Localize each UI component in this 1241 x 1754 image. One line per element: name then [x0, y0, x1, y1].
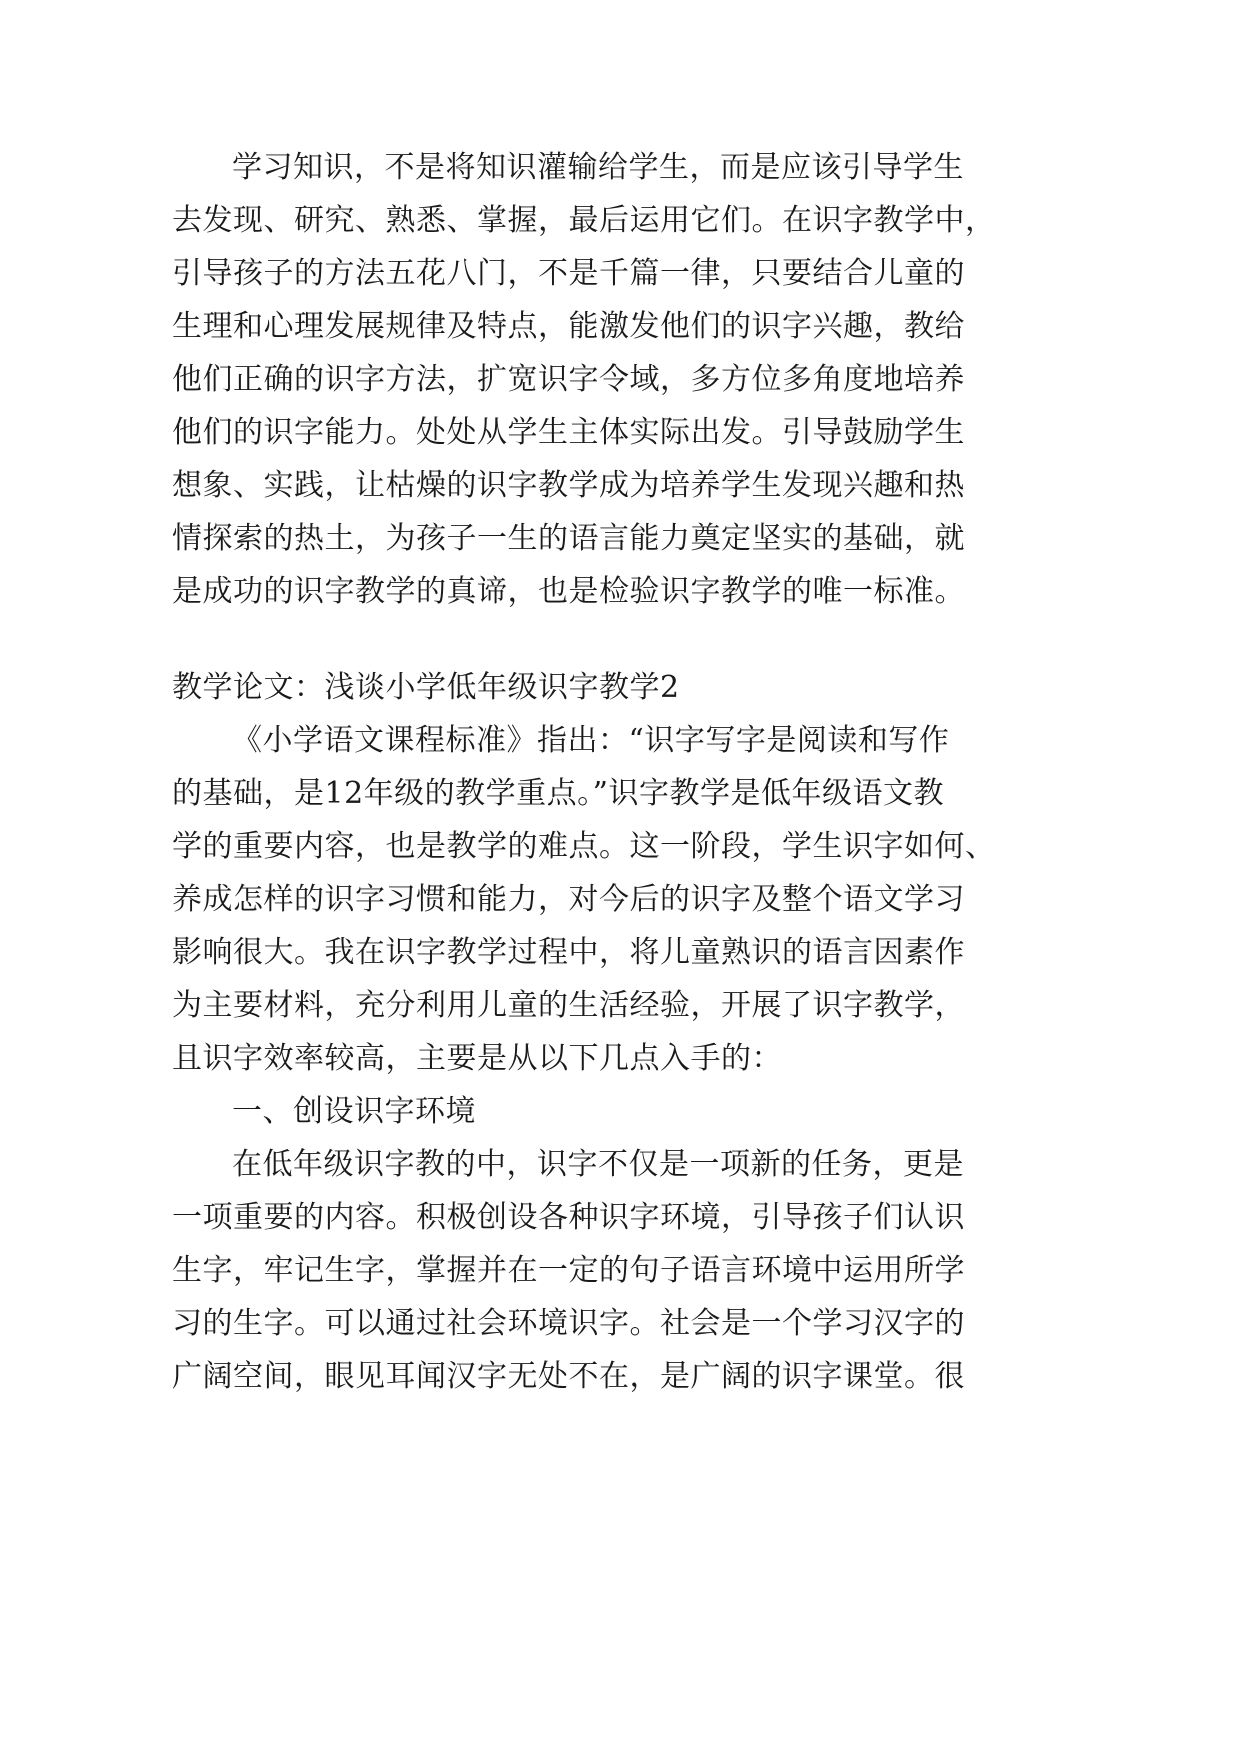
paragraph-2-line-6: 为主要材料，充分利用儿童的生活经验，开展了识字教学， [172, 988, 965, 1023]
paragraph-3-line-1: 在低年级识字教的中，识字不仅是一项新的任务，更是 [232, 1147, 964, 1182]
paragraph-2-line-1: 《小学语文课程标准》指出：“识字写字是阅读和写作 [232, 723, 950, 758]
paragraph-3-line-5: 广阔空间，眼见耳闻汉字无处不在，是广阔的识字课堂。很 [172, 1359, 965, 1394]
paragraph-1-line-5: 他们正确的识字方法，扩宽识字令域，多方位多角度地培养 [172, 362, 965, 397]
subheading: 一、创设识字环境 [232, 1094, 476, 1129]
section-title: 教学论文：浅谈小学低年级识字教学2 [172, 670, 680, 705]
paragraph-3-line-3: 生字，牢记生字，掌握并在一定的句子语言环境中运用所学 [172, 1253, 965, 1288]
paragraph-1-line-6: 他们的识字能力。处处从学生主体实际出发。引导鼓励学生 [172, 415, 965, 450]
paragraph-1-line-9: 是成功的识字教学的真谛，也是检验识字教学的唯一标准。 [172, 574, 965, 609]
paragraph-1-line-3: 引导孩子的方法五花八门，不是千篇一律，只要结合儿童的 [172, 256, 965, 291]
paragraph-2-line-5: 影响很大。我在识字教学过程中，将儿童熟识的语言因素作 [172, 935, 965, 970]
paragraph-2-line-4: 养成怎样的识字习惯和能力，对今后的识字及整个语文学习 [172, 882, 965, 917]
paragraph-1-line-8: 情探索的热土，为孩子一生的语言能力奠定坚实的基础，就 [172, 521, 965, 556]
paragraph-1-line-4: 生理和心理发展规律及特点，能激发他们的识字兴趣，教给 [172, 309, 965, 344]
paragraph-2-line-7: 且识字效率较高，主要是从以下几点入手的： [172, 1041, 782, 1076]
paragraph-1-line-2: 去发现、研究、熟悉、掌握，最后运用它们。在识字教学中， [172, 203, 996, 238]
paragraph-1-line-7: 想象、实践，让枯燥的识字教学成为培养学生发现兴趣和热 [172, 468, 965, 503]
paragraph-3-line-4: 习的生字。可以通过社会环境识字。社会是一个学习汉字的 [172, 1306, 965, 1341]
paragraph-2-line-3: 学的重要内容，也是教学的难点。这一阶段，学生识字如何、 [172, 829, 996, 864]
paragraph-3-line-2: 一项重要的内容。积极创设各种识字环境，引导孩子们认识 [172, 1200, 965, 1235]
paragraph-1-line-1: 学习知识，不是将知识灌输给学生，而是应该引导学生 [232, 150, 964, 185]
paragraph-2-line-2: 的基础，是12年级的教学重点。”识字教学是低年级语文教 [172, 776, 945, 811]
